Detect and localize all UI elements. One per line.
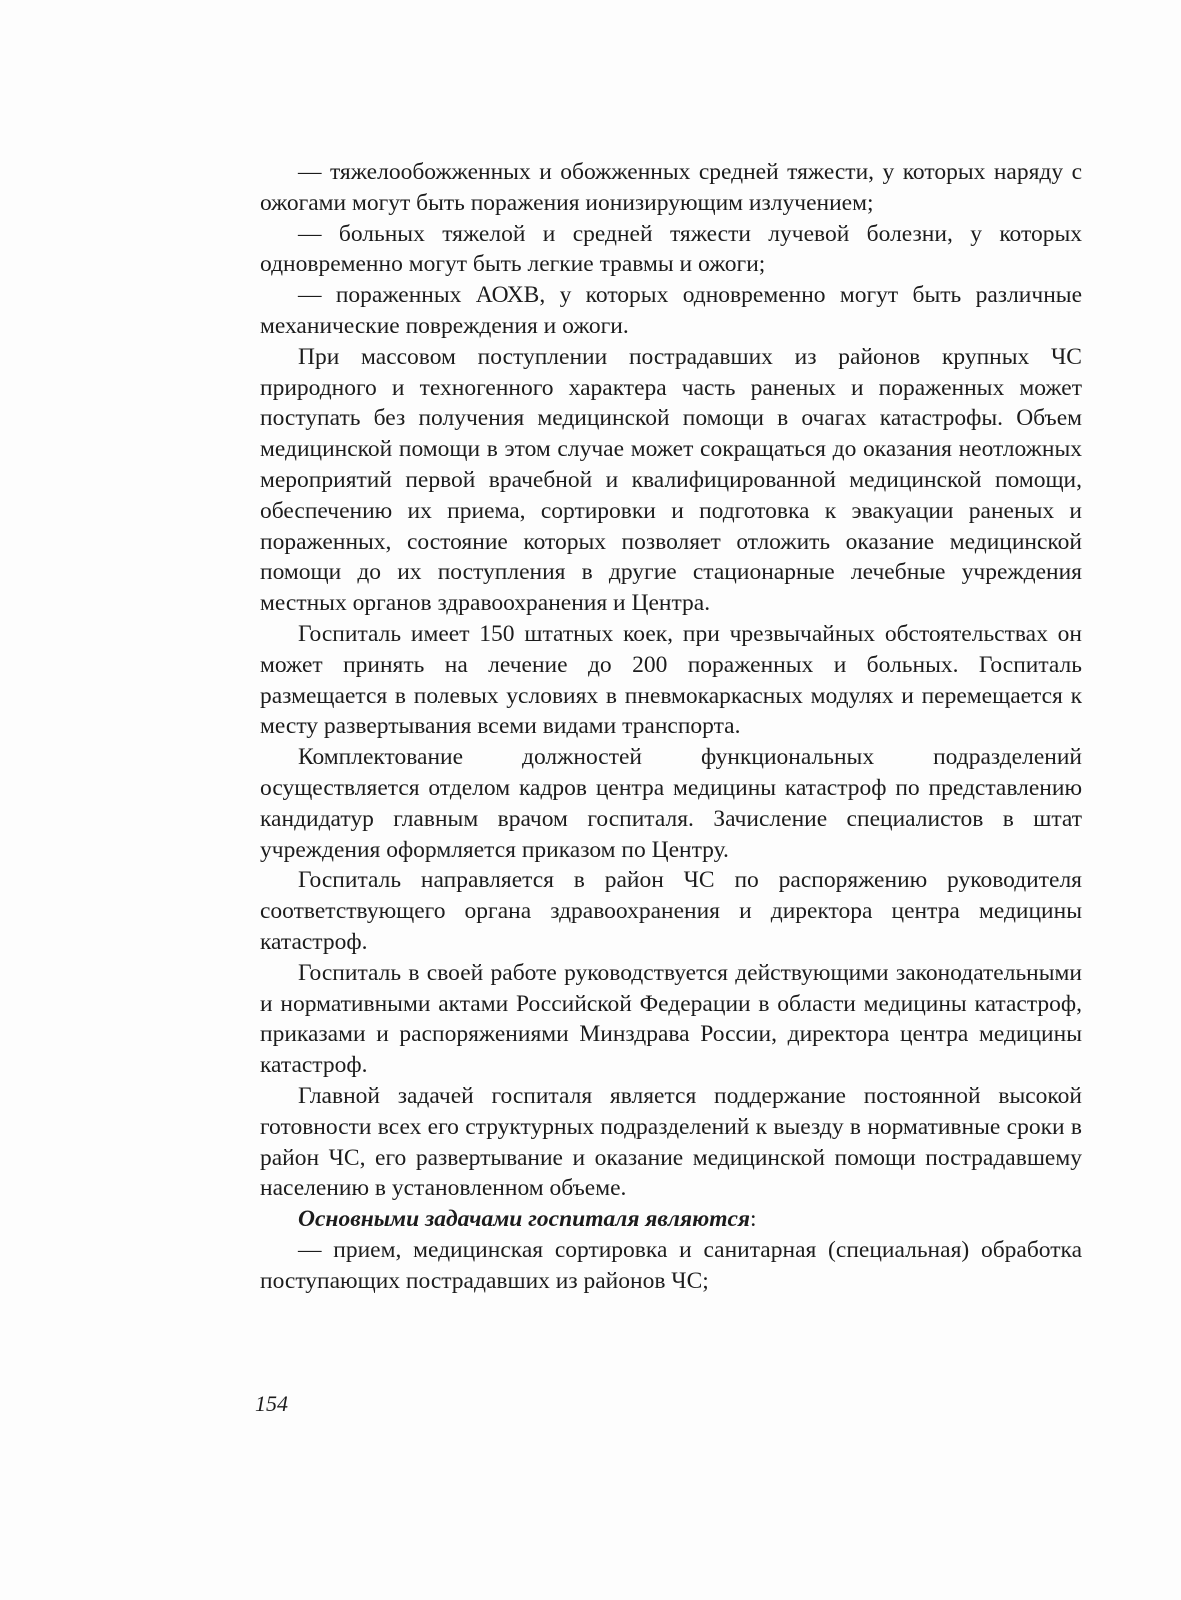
paragraph: Госпиталь направляется в район ЧС по распоряжению руководителя соответствующего органа здравоохранения и директора центра медицины катастроф. [260,867,1082,955]
list-item: — пораженных АОХВ, у которых одновременно могут быть различные механические повреждения и ожоги. [260,282,1082,339]
list-item: — прием, медицинская сортировка и санитарная (специальная) обработка поступающих пострадавших из районов ЧС; [260,1236,1082,1294]
paragraph: Госпиталь имеет 150 штатных коек, при чрезвычайных обстоятельствах он может принять на лечение до 200 пораженных и больных. Госпиталь размещается в полевых условиях в пневмокаркасных модулях и перемещается к месту развертывания всеми видами транспорта. [260,620,1082,740]
section-heading [260,1204,1082,1235]
paragraph: Комплектование должностей функциональных подразделений осуществляется отделом кадров центра медицины катастроф по представлению кандидатур главным врачом госпиталя. Зачисление специалистов в штат учреждения оформляется приказом по Центру. [260,744,1082,863]
paragraph: Главной задачей госпиталя является поддержание постоянной высокой готовности всех его структурных подразделений к выезду в нормативные сроки в район ЧС, его развертывание и оказание медицинской помощи пострадавшему населению в установленном объеме. [260,1082,1082,1202]
page-number: 154 [255,1391,288,1416]
section-heading-colon: : [750,1206,757,1233]
paragraph: При массовом поступлении пострадавших из районов крупных ЧС природного и техногенного характера часть раненых и пораженных может поступать без получения медицинской помощи в очагах катастрофы. Объем медицинской помощи в этом случае может сокращаться до оказания неотложных мероприятий первой врачебной и квалифицированной медицинской помощи, обеспечению их приема, сортировки и подготовка к эвакуации раненых и пораженных, состояние которых позволяет отложить оказание медицинской помощи до их поступления в другие стационарные лечебные учреждения местных органов здравоохранения и Центра. [260,343,1082,617]
section-heading-emphasis: Основными задачами госпиталя являются [298,1206,751,1233]
list-item: — тяжелообожженных и обожженных средней тяжести, у которых наряду с ожогами могут быть поражения ионизирующим излучением; [260,159,1082,216]
body-text [260,157,1082,1296]
list-item: — больных тяжелой и средней тяжести лучевой болезни, у которых одновременно могут быть легкие травмы и ожоги; [260,220,1082,278]
paragraph: Госпиталь в своей работе руководствуется действующими законодательными и нормативными актами Российской Федерации в области медицины катастроф, приказами и распоряжениями Минздрава России, директора центра медицины катастроф. [260,959,1082,1079]
